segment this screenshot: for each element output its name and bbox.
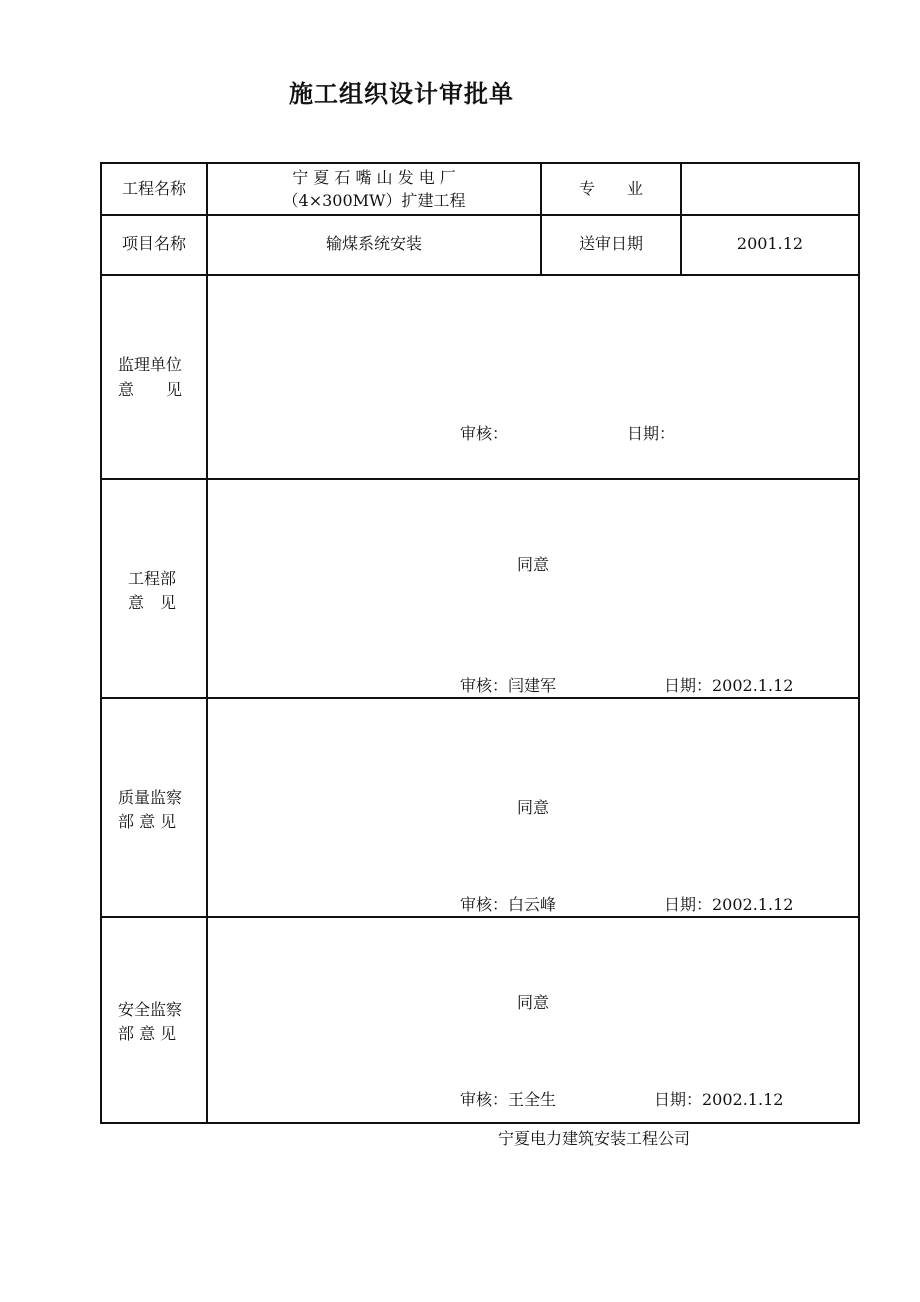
safety-dept-label-line2: 部 意 见 — [118, 1024, 177, 1043]
page-title: 施工组织设计审批单 — [289, 80, 514, 108]
quality-dept-label-line1: 质量监察 — [118, 788, 183, 807]
item-name-label: 项目名称 — [121, 234, 186, 253]
safety-dept-label-line1: 安全监察 — [118, 1000, 183, 1019]
quality-dept-opinion: 同意 — [517, 798, 550, 817]
engineering-dept-opinion: 同意 — [517, 555, 550, 574]
quality-dept-date: 日期：2002.1.12 — [664, 895, 794, 914]
row-divider-1 — [102, 214, 858, 216]
supervision-label-line1: 监理单位 — [118, 355, 183, 374]
project-name-value-line2: （4×300MW）扩建工程 — [282, 191, 466, 210]
safety-dept-reviewer: 审核：王全生 — [460, 1090, 557, 1109]
engineering-dept-label-line2: 意 见 — [128, 593, 177, 612]
submission-date-value: 2001.12 — [736, 234, 804, 253]
safety-dept-opinion: 同意 — [517, 993, 550, 1012]
engineering-dept-date: 日期：2002.1.12 — [664, 676, 794, 695]
supervision-label-line2: 意 见 — [118, 380, 183, 399]
company-name: 宁夏电力建筑安装工程公司 — [498, 1129, 691, 1148]
row-divider-3 — [102, 478, 858, 480]
engineering-dept-reviewer: 审核：闫建军 — [460, 676, 557, 695]
safety-dept-date: 日期：2002.1.12 — [654, 1090, 784, 1109]
item-name-value: 输煤系统安装 — [325, 234, 422, 253]
supervision-date: 日期： — [627, 424, 676, 443]
specialty-label: 专 业 — [578, 179, 643, 198]
supervision-reviewer: 审核： — [460, 424, 509, 443]
submission-date-label: 送审日期 — [578, 234, 643, 253]
row-divider-2 — [102, 274, 858, 276]
engineering-dept-label-line1: 工程部 — [128, 569, 177, 588]
label-column-divider — [206, 164, 208, 1122]
header-divider-2 — [680, 164, 682, 276]
project-name-label: 工程名称 — [121, 179, 186, 198]
quality-dept-label-line2: 部 意 见 — [118, 812, 177, 831]
quality-dept-reviewer: 审核：白云峰 — [460, 895, 557, 914]
project-name-value-line1: 宁 夏 石 嘴 山 发 电 厂 — [292, 168, 456, 187]
approval-form-table — [100, 162, 860, 1124]
